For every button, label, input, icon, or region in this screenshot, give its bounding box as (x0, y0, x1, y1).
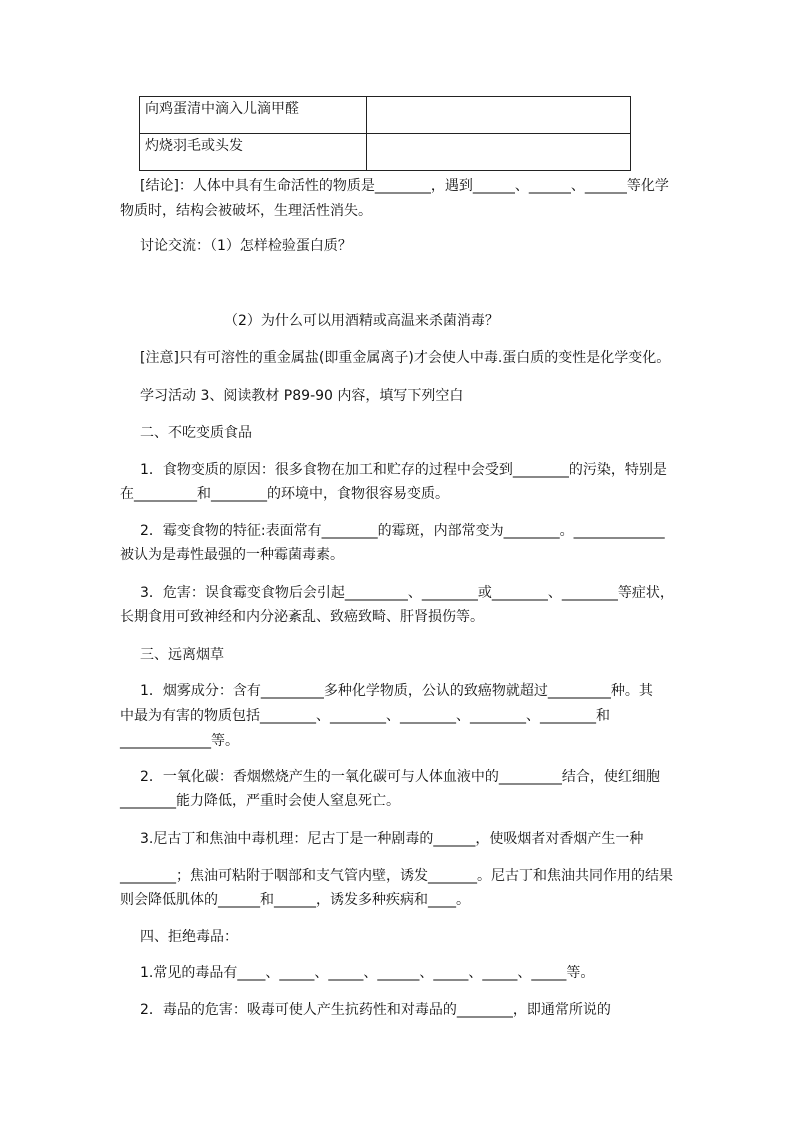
paragraph-line: 2．霉变食物的特征:表面常有________的霉斑，内部常变为________。_____________ (140, 523, 665, 539)
experiment-table (139, 96, 631, 171)
paragraph-line: 2．毒品的危害：吸毒可使人产生抗药性和对毒品的________，即通常所说的 (140, 1002, 611, 1018)
paragraph-line: 1．烟雾成分：含有_________多种化学物质，公认的致癌物就超过_________种。其 (140, 683, 653, 699)
paragraph-line: 1.常见的毒品有____、_____、_____、______、_____、_____、_____等。 (140, 965, 595, 981)
paragraph-line: 中最为有害的物质包括________、________、________、________、________和 (120, 708, 610, 724)
paragraph-line: 被认为是毒性最强的一种霉菌毒素。 (120, 547, 344, 563)
paragraph-line: 2．一氧化碳：香烟燃烧产生的一氧化碳可与人体血液中的_________结合，使红细胞 (140, 769, 660, 785)
section-heading: 三、远离烟草 (140, 647, 224, 663)
conclusion-line: [结论]：人体中具有生命活性的物质是________，遇到______、______、______等化学 (140, 178, 669, 194)
paragraph-line: 3．危害：误食霉变食物后会引起_________、________或________、________等症状， (140, 585, 674, 601)
table-cell: 灼烧羽毛或头发 (140, 134, 367, 171)
activity-instruction: 学习活动 3、阅读教材 P89-90 内容，填写下列空白 (140, 388, 464, 404)
table-cell: 向鸡蛋清中滴入儿滴甲醛 (140, 97, 367, 134)
discussion-question: （2）为什么可以用酒精或高温来杀菌消毒？ (224, 313, 499, 329)
table-row (140, 97, 631, 134)
paragraph-line: 1．食物变质的原因：很多食物在加工和贮存的过程中会受到________的污染，特别是 (140, 462, 667, 478)
paragraph-line: 长期食用可致神经和内分泌紊乱、致癌致畸、肝肾损伤等。 (120, 609, 484, 625)
conclusion-line: 物质时，结构会被破坏，生理活性消失。 (120, 203, 372, 219)
table-cell (367, 97, 631, 134)
paragraph-line: _____________等。 (120, 733, 239, 749)
paragraph-line: ________；焦油可粘附于咽部和支气管内壁，诱发_______。尼古丁和焦油共同作用的结果 (120, 868, 673, 884)
table-cell (367, 134, 631, 171)
discussion-question: 讨论交流：（1）怎样检验蛋白质？ (140, 238, 352, 254)
paragraph-line: 则会降低肌体的______和______，诱发多种疾病和____。 (120, 892, 470, 908)
paragraph-line: 在_________和________的环境中，食物很容易变质。 (120, 486, 449, 502)
section-heading: 二、不吃变质食品 (140, 425, 252, 441)
paragraph-line: ________能力降低，严重时会使人窒息死亡。 (120, 793, 400, 809)
section-heading: 四、拒绝毒品： (140, 929, 238, 945)
note-paragraph: [注意]只有可溶性的重金属盐(即重金属离子)才会使人中毒.蛋白质的变性是化学变化。 (140, 350, 671, 366)
paragraph-line: 3.尼古丁和焦油中毒机理：尼古丁是一种剧毒的______，使吸烟者对香烟产生一种 (140, 831, 644, 847)
table-row (140, 134, 631, 171)
